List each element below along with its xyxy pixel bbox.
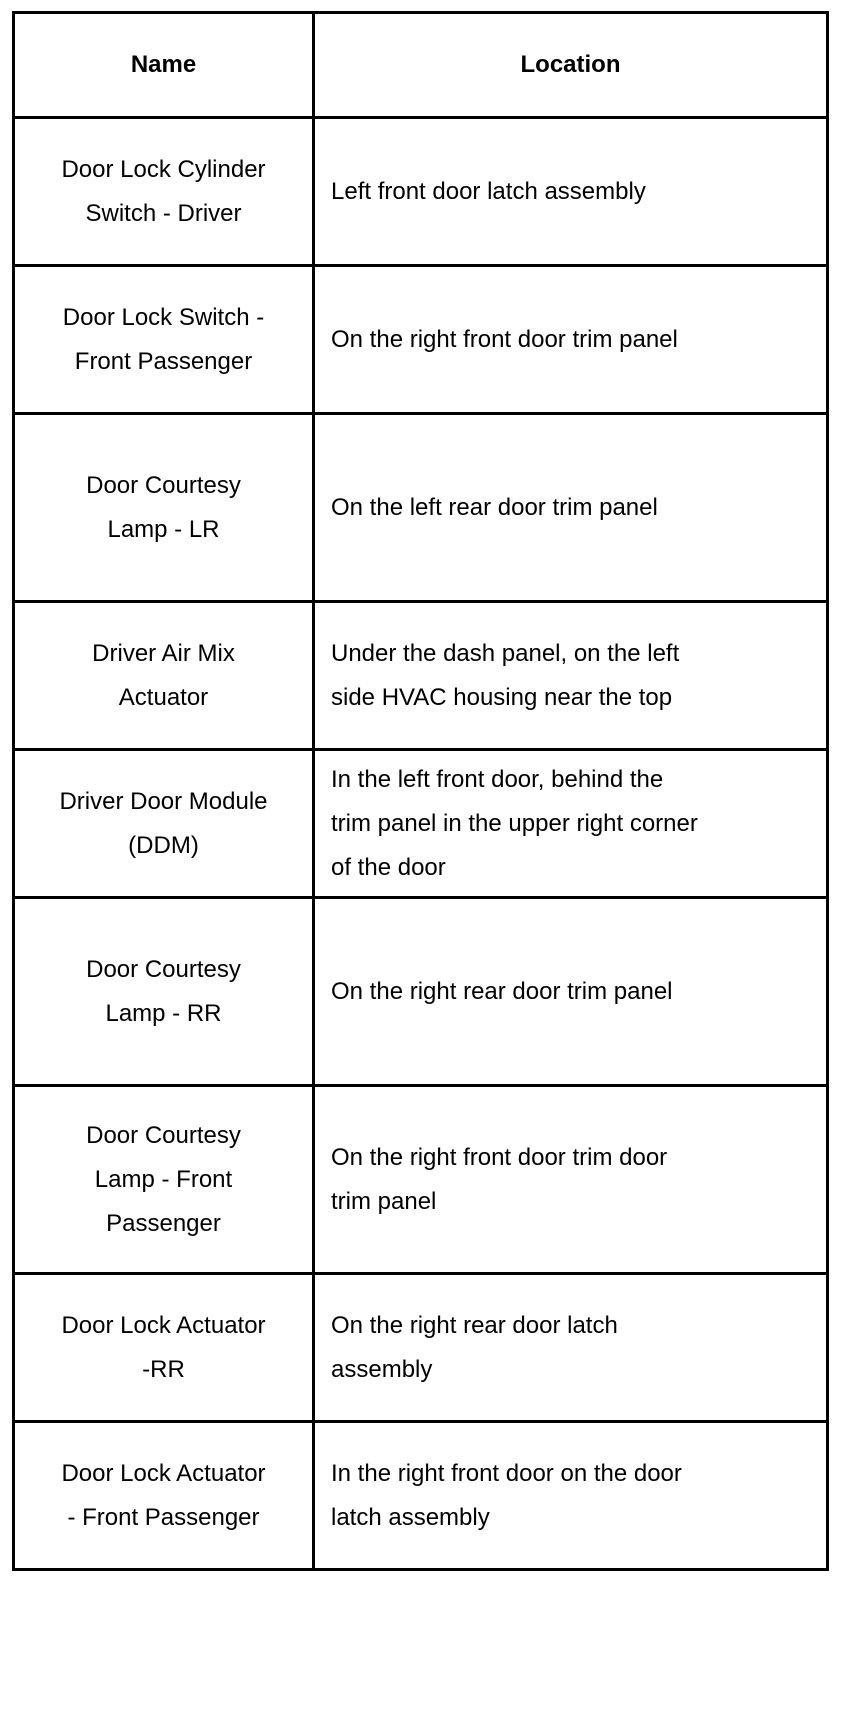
component-name: Door Lock Cylinder Switch - Driver xyxy=(15,119,315,264)
table-row xyxy=(15,751,829,899)
component-location: On the right rear door latch assembly xyxy=(315,1275,829,1420)
component-name: Driver Door Module (DDM) xyxy=(15,751,315,896)
component-location: On the right front door trim panel xyxy=(315,267,829,412)
component-location: On the right front door trim door trim panel xyxy=(315,1087,829,1272)
component-location: On the right rear door trim panel xyxy=(315,899,829,1084)
component-location: Under the dash panel, on the left side HVAC housing near the top xyxy=(315,603,829,748)
table-row xyxy=(15,415,829,603)
component-name: Door Courtesy Lamp - Front Passenger xyxy=(15,1087,315,1272)
table-row xyxy=(15,1275,829,1423)
component-location: On the left rear door trim panel xyxy=(315,415,829,600)
component-name: Door Lock Actuator - Front Passenger xyxy=(15,1423,315,1568)
table-row xyxy=(15,1423,829,1571)
table-row xyxy=(15,1087,829,1275)
table-row xyxy=(15,267,829,415)
table-header-row xyxy=(15,14,829,119)
table-row xyxy=(15,899,829,1087)
component-name: Driver Air Mix Actuator xyxy=(15,603,315,748)
component-name: Door Lock Switch - Front Passenger xyxy=(15,267,315,412)
header-location: Location xyxy=(315,14,829,116)
component-location: Left front door latch assembly xyxy=(315,119,829,264)
component-name: Door Courtesy Lamp - LR xyxy=(15,415,315,600)
component-name: Door Lock Actuator -RR xyxy=(15,1275,315,1420)
table-row xyxy=(15,119,829,267)
table-row xyxy=(15,603,829,751)
header-name: Name xyxy=(15,14,315,116)
component-name: Door Courtesy Lamp - RR xyxy=(15,899,315,1084)
component-location: In the right front door on the door latch assembly xyxy=(315,1423,829,1568)
component-location-table xyxy=(12,11,829,1571)
component-location: In the left front door, behind the trim panel in the upper right corner of the door xyxy=(315,751,829,896)
